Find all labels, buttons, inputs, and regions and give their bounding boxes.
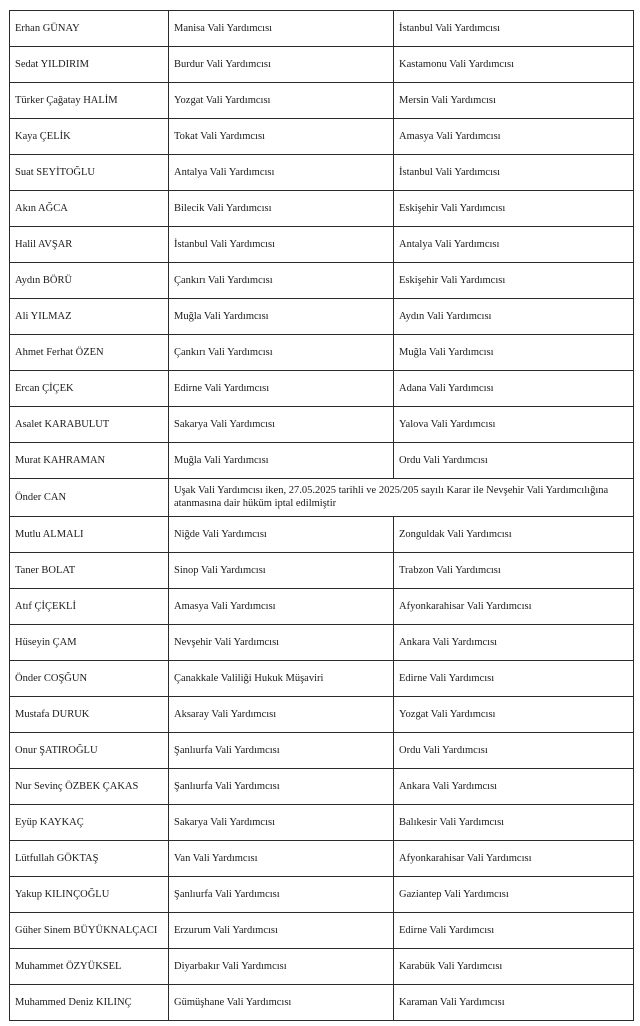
- table-row: [10, 407, 634, 443]
- table-row: [10, 443, 634, 479]
- new-post-cell: Afyonkarahisar Vali Yardımcısı: [394, 841, 634, 877]
- name-cell: Sedat YILDIRIM: [10, 47, 169, 83]
- table-row: [10, 949, 634, 985]
- table-row: [10, 805, 634, 841]
- previous-post-cell: Sakarya Vali Yardımcısı: [169, 407, 394, 443]
- new-post-cell: Muğla Vali Yardımcısı: [394, 335, 634, 371]
- new-post-cell: Eskişehir Vali Yardımcısı: [394, 263, 634, 299]
- table-row: [10, 119, 634, 155]
- table-row: [10, 517, 634, 553]
- name-cell: Mustafa DURUK: [10, 697, 169, 733]
- table-row: [10, 733, 634, 769]
- previous-post-cell: Çanakkale Valiliği Hukuk Müşaviri: [169, 661, 394, 697]
- table-row: [10, 83, 634, 119]
- previous-post-cell: Edirne Vali Yardımcısı: [169, 371, 394, 407]
- new-post-cell: Balıkesir Vali Yardımcısı: [394, 805, 634, 841]
- new-post-cell: Edirne Vali Yardımcısı: [394, 661, 634, 697]
- previous-post-cell: Tokat Vali Yardımcısı: [169, 119, 394, 155]
- name-cell: Önder COŞĞUN: [10, 661, 169, 697]
- name-cell: Taner BOLAT: [10, 553, 169, 589]
- table-row: [10, 661, 634, 697]
- name-cell: Türker Çağatay HALİM: [10, 83, 169, 119]
- name-cell: Kaya ÇELİK: [10, 119, 169, 155]
- new-post-cell: Adana Vali Yardımcısı: [394, 371, 634, 407]
- previous-post-cell: Şanlıurfa Vali Yardımcısı: [169, 769, 394, 805]
- table-row: [10, 697, 634, 733]
- previous-post-cell: Nevşehir Vali Yardımcısı: [169, 625, 394, 661]
- new-post-cell: Aydın Vali Yardımcısı: [394, 299, 634, 335]
- previous-post-cell: İstanbul Vali Yardımcısı: [169, 227, 394, 263]
- table-row: [10, 335, 634, 371]
- previous-post-cell: Aksaray Vali Yardımcısı: [169, 697, 394, 733]
- new-post-cell: Edirne Vali Yardımcısı: [394, 913, 634, 949]
- previous-post-cell: Muğla Vali Yardımcısı: [169, 443, 394, 479]
- new-post-cell: Karabük Vali Yardımcısı: [394, 949, 634, 985]
- new-post-cell: Ordu Vali Yardımcısı: [394, 733, 634, 769]
- name-cell: Hüseyin ÇAM: [10, 625, 169, 661]
- name-cell: Muhammet ÖZYÜKSEL: [10, 949, 169, 985]
- table-row: [10, 877, 634, 913]
- table-row: [10, 227, 634, 263]
- previous-post-cell: Sakarya Vali Yardımcısı: [169, 805, 394, 841]
- name-cell: Muhammed Deniz KILINÇ: [10, 985, 169, 1021]
- name-cell: Halil AVŞAR: [10, 227, 169, 263]
- name-cell: Mutlu ALMALI: [10, 517, 169, 553]
- new-post-cell: Amasya Vali Yardımcısı: [394, 119, 634, 155]
- name-cell: Güher Sinem BÜYÜKNALÇACI: [10, 913, 169, 949]
- table-row: [10, 589, 634, 625]
- new-post-cell: Ankara Vali Yardımcısı: [394, 769, 634, 805]
- name-cell: Asalet KARABULUT: [10, 407, 169, 443]
- name-cell: Lütfullah GÖKTAŞ: [10, 841, 169, 877]
- table-row: [10, 191, 634, 227]
- table-row: [10, 625, 634, 661]
- previous-post-cell: Çankırı Vali Yardımcısı: [169, 335, 394, 371]
- new-post-cell: Gaziantep Vali Yardımcısı: [394, 877, 634, 913]
- new-post-cell: Kastamonu Vali Yardımcısı: [394, 47, 634, 83]
- table-row: [10, 263, 634, 299]
- previous-post-cell: Manisa Vali Yardımcısı: [169, 11, 394, 47]
- table-row: [10, 11, 634, 47]
- name-cell: Önder CAN: [10, 479, 169, 517]
- previous-post-cell: Niğde Vali Yardımcısı: [169, 517, 394, 553]
- previous-post-cell: Burdur Vali Yardımcısı: [169, 47, 394, 83]
- previous-post-cell: Muğla Vali Yardımcısı: [169, 299, 394, 335]
- appointments-table: [9, 10, 634, 1021]
- name-cell: Ahmet Ferhat ÖZEN: [10, 335, 169, 371]
- new-post-cell: Trabzon Vali Yardımcısı: [394, 553, 634, 589]
- previous-post-cell: Yozgat Vali Yardımcısı: [169, 83, 394, 119]
- previous-post-cell: Diyarbakır Vali Yardımcısı: [169, 949, 394, 985]
- new-post-cell: Yozgat Vali Yardımcısı: [394, 697, 634, 733]
- table-row: [10, 299, 634, 335]
- name-cell: Yakup KILINÇOĞLU: [10, 877, 169, 913]
- new-post-cell: İstanbul Vali Yardımcısı: [394, 155, 634, 191]
- previous-post-cell: Erzurum Vali Yardımcısı: [169, 913, 394, 949]
- new-post-cell: Mersin Vali Yardımcısı: [394, 83, 634, 119]
- new-post-cell: İstanbul Vali Yardımcısı: [394, 11, 634, 47]
- name-cell: Suat SEYİTOĞLU: [10, 155, 169, 191]
- name-cell: Ercan ÇİÇEK: [10, 371, 169, 407]
- new-post-cell: Ankara Vali Yardımcısı: [394, 625, 634, 661]
- table-row: [10, 769, 634, 805]
- new-post-cell: Eskişehir Vali Yardımcısı: [394, 191, 634, 227]
- name-cell: Ali YILMAZ: [10, 299, 169, 335]
- table-row: [10, 553, 634, 589]
- previous-post-cell: Antalya Vali Yardımcısı: [169, 155, 394, 191]
- previous-post-cell: Van Vali Yardımcısı: [169, 841, 394, 877]
- new-post-cell: Yalova Vali Yardımcısı: [394, 407, 634, 443]
- new-post-cell: Afyonkarahisar Vali Yardımcısı: [394, 589, 634, 625]
- new-post-cell: Zonguldak Vali Yardımcısı: [394, 517, 634, 553]
- table-row: [10, 913, 634, 949]
- table-row: [10, 985, 634, 1021]
- name-cell: Eyüp KAYKAÇ: [10, 805, 169, 841]
- new-post-cell: Karaman Vali Yardımcısı: [394, 985, 634, 1021]
- name-cell: Erhan GÜNAY: [10, 11, 169, 47]
- table-row: [10, 155, 634, 191]
- table-row-annulled: [10, 479, 634, 517]
- previous-post-cell: Şanlıurfa Vali Yardımcısı: [169, 877, 394, 913]
- name-cell: Onur ŞATIROĞLU: [10, 733, 169, 769]
- previous-post-cell: Sinop Vali Yardımcısı: [169, 553, 394, 589]
- table-row: [10, 371, 634, 407]
- annulment-note-cell: Uşak Vali Yardımcısı iken, 27.05.2025 tarihli ve 2025/205 sayılı Karar ile Nevşehir Vali Yardımcılığına atanmasına dair hüküm iptal edilmiştir: [169, 479, 634, 517]
- new-post-cell: Ordu Vali Yardımcısı: [394, 443, 634, 479]
- previous-post-cell: Bilecik Vali Yardımcısı: [169, 191, 394, 227]
- previous-post-cell: Gümüşhane Vali Yardımcısı: [169, 985, 394, 1021]
- previous-post-cell: Çankırı Vali Yardımcısı: [169, 263, 394, 299]
- name-cell: Nur Sevinç ÖZBEK ÇAKAS: [10, 769, 169, 805]
- table-row: [10, 47, 634, 83]
- previous-post-cell: Şanlıurfa Vali Yardımcısı: [169, 733, 394, 769]
- name-cell: Murat KAHRAMAN: [10, 443, 169, 479]
- name-cell: Akın AĞCA: [10, 191, 169, 227]
- name-cell: Atıf ÇİÇEKLİ: [10, 589, 169, 625]
- previous-post-cell: Amasya Vali Yardımcısı: [169, 589, 394, 625]
- table-row: [10, 841, 634, 877]
- name-cell: Aydın BÖRÜ: [10, 263, 169, 299]
- new-post-cell: Antalya Vali Yardımcısı: [394, 227, 634, 263]
- document-page: [9, 10, 633, 1021]
